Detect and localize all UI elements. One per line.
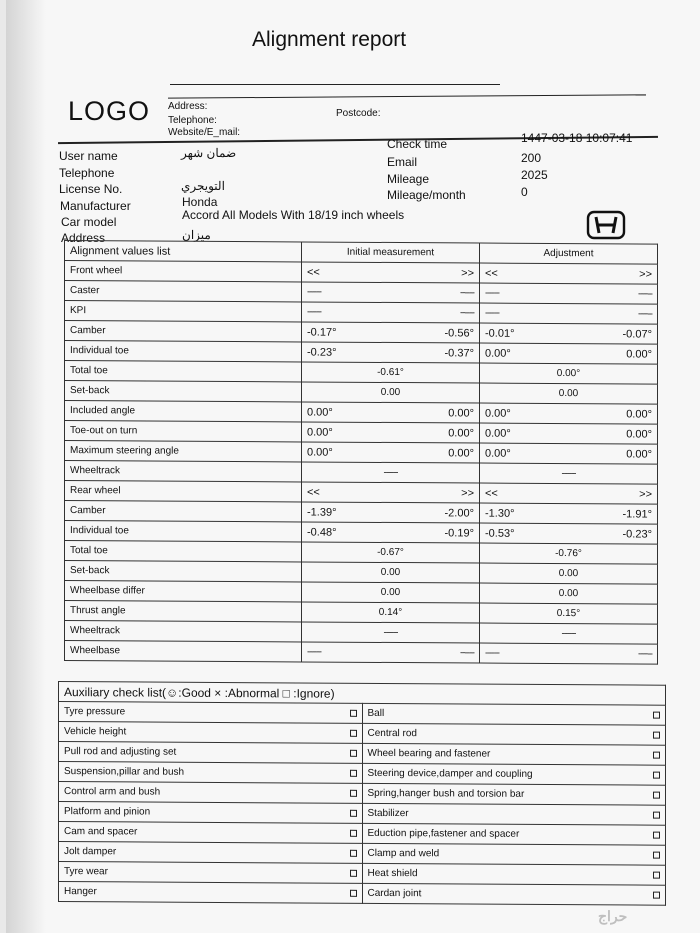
manufacturer-label: Manufacturer xyxy=(60,199,131,213)
adjustment-cell xyxy=(480,483,658,504)
table-row xyxy=(65,641,658,665)
checkbox-icon[interactable] xyxy=(653,892,660,899)
row-label: Rear wheel xyxy=(65,481,302,502)
website-label: Website/E_mail: xyxy=(168,127,241,138)
left-value: 0.00° xyxy=(485,407,511,420)
aux-item-label: Stabilizer xyxy=(367,807,409,820)
right-value: 0.00° xyxy=(626,447,652,461)
aux-item-label: Jolt damper xyxy=(64,846,117,858)
adjustment-cell xyxy=(480,383,658,404)
honda-logo-icon xyxy=(586,210,626,240)
left-value: << xyxy=(307,265,320,279)
right-value: 0.00° xyxy=(448,426,474,440)
checkbox-icon[interactable] xyxy=(350,790,357,797)
auxiliary-table xyxy=(58,681,666,906)
total-value: 0.15° xyxy=(556,608,581,620)
adjustment-cell xyxy=(480,623,658,644)
adjustment-cell xyxy=(480,603,658,624)
aux-item-label: Spring,hanger bush and torsion bar xyxy=(367,787,525,800)
row-label: Individual toe xyxy=(65,341,302,362)
left-value: << xyxy=(307,485,320,499)
initial-cell xyxy=(302,262,480,283)
row-label: Total toe xyxy=(65,541,302,562)
left-value: -0.48° xyxy=(307,525,337,539)
row-label: Wheelbase xyxy=(65,641,302,662)
total-value: 0.00° xyxy=(556,368,581,380)
aux-cell xyxy=(362,883,666,905)
initial-cell xyxy=(302,442,480,463)
postcode-label: Postcode: xyxy=(336,108,381,119)
manufacturer-value: Honda xyxy=(182,195,218,209)
address-label: Address: xyxy=(168,101,208,112)
row-label: Camber xyxy=(65,501,302,522)
adjustment-cell xyxy=(480,403,658,424)
initial-cell xyxy=(302,422,480,443)
checkbox-icon[interactable] xyxy=(653,752,660,759)
aux-cell xyxy=(59,842,363,864)
checkbox-icon[interactable] xyxy=(350,770,357,777)
total-value: -0.76° xyxy=(555,547,582,560)
right-value: >> xyxy=(639,488,652,501)
initial-cell xyxy=(302,622,480,643)
initial-cell xyxy=(302,522,480,543)
adjustment-cell xyxy=(480,543,658,564)
table-body xyxy=(65,261,658,665)
initial-cell xyxy=(302,602,480,623)
aux-cell xyxy=(362,823,666,845)
aux-cell xyxy=(362,763,666,785)
row-label: Toe-out on turn xyxy=(65,421,302,442)
right-value: -0.19° xyxy=(444,526,474,540)
checkbox-icon[interactable] xyxy=(653,812,660,819)
right-value: ------ xyxy=(638,288,652,300)
initial-cell xyxy=(302,482,480,503)
initial-cell xyxy=(302,302,480,323)
mileage-month-value: 0 xyxy=(521,185,528,199)
initial-cell xyxy=(302,282,480,303)
right-value: ------ xyxy=(460,647,474,659)
checkbox-icon[interactable] xyxy=(350,750,357,757)
aux-item-label: Eduction pipe,fastener and spacer xyxy=(367,827,520,840)
adjustment-cell xyxy=(480,283,658,304)
telephone-info-label: Telephone xyxy=(59,166,115,180)
aux-cell xyxy=(362,803,666,825)
right-value: -0.23° xyxy=(622,527,652,541)
left-value: -0.01° xyxy=(485,327,515,340)
checkbox-icon[interactable] xyxy=(653,852,660,859)
initial-cell xyxy=(302,402,480,423)
row-label: Set-back xyxy=(65,561,302,582)
logo-placeholder: LOGO xyxy=(68,96,151,126)
adjustment-cell xyxy=(480,343,658,364)
row-label: Total toe xyxy=(65,361,302,382)
adjustment-cell xyxy=(480,363,658,384)
aux-item-label: Cardan joint xyxy=(367,887,422,900)
total-value: 0.00 xyxy=(380,386,401,399)
right-value: -1.91° xyxy=(622,507,652,521)
email-value: 200 xyxy=(521,151,542,165)
initial-cell xyxy=(302,382,480,403)
left-value: 0.00° xyxy=(307,445,333,459)
total-value: 0.14° xyxy=(378,606,403,619)
aux-item-label: Heat shield xyxy=(367,867,418,880)
right-value: 0.00° xyxy=(448,406,474,420)
telephone-label: Telephone: xyxy=(168,115,217,126)
check-time-value: 1447-03-18 10:07:41 xyxy=(521,131,633,145)
initial-cell xyxy=(302,322,480,343)
aux-cell xyxy=(362,703,666,725)
aux-cell xyxy=(362,843,666,865)
right-value: -0.07° xyxy=(622,327,652,341)
checkbox-icon[interactable] xyxy=(653,792,660,799)
aux-item-label: Steering device,damper and coupling xyxy=(367,767,533,780)
left-value: ------ xyxy=(307,286,321,298)
row-label: Included angle xyxy=(65,401,302,422)
initial-cell xyxy=(302,502,480,523)
initial-cell xyxy=(302,582,480,603)
left-value: ------ xyxy=(307,646,321,658)
right-value: -0.37° xyxy=(444,346,474,360)
check-time-label: Check time xyxy=(387,137,448,151)
aux-row xyxy=(59,882,666,906)
aux-cell xyxy=(59,742,363,764)
total-value: -0.61° xyxy=(377,366,404,379)
right-value: -0.56° xyxy=(444,326,474,340)
report-sheet xyxy=(6,0,700,933)
aux-cell xyxy=(59,822,363,844)
checkbox-icon[interactable] xyxy=(653,832,660,839)
checkbox-icon[interactable] xyxy=(350,710,357,717)
header-initial: Initial measurement xyxy=(302,242,480,263)
checkbox-icon[interactable] xyxy=(350,850,357,857)
row-label: Wheeltrack xyxy=(65,621,302,642)
aux-cell xyxy=(59,782,363,804)
right-value: ------ xyxy=(638,308,652,320)
car-model-label: Car model xyxy=(61,215,117,229)
auxiliary-title: Auxiliary check list(☺:Good × :Abnormal □ :Ignore) xyxy=(59,682,666,706)
row-label: Maximum steering angle xyxy=(65,441,302,462)
watermark: حراج xyxy=(598,908,628,924)
checkbox-icon[interactable] xyxy=(350,810,357,817)
adjustment-cell xyxy=(480,583,658,604)
aux-cell xyxy=(59,862,363,884)
header-values-list: Alignment values list xyxy=(65,241,302,262)
total-value: ------ xyxy=(561,468,576,480)
mileage-value: 2025 xyxy=(521,168,548,182)
contact-top-rule xyxy=(168,94,646,98)
car-model-value: Accord All Models With 18/19 inch wheels xyxy=(182,208,405,222)
row-label: Set-back xyxy=(65,381,302,402)
adjustment-cell xyxy=(480,423,658,444)
adjustment-cell xyxy=(480,463,658,484)
address-info-label: Address xyxy=(61,231,106,245)
total-value: ------ xyxy=(383,466,398,479)
aux-item-label: Cam and spacer xyxy=(64,826,138,838)
left-value: ------ xyxy=(307,306,321,318)
adjustment-cell xyxy=(480,263,658,284)
total-value: ------ xyxy=(383,626,398,639)
left-value: -1.30° xyxy=(485,507,515,520)
right-value: >> xyxy=(639,268,652,281)
left-value: -1.39° xyxy=(307,505,337,519)
checkbox-icon[interactable] xyxy=(350,870,357,877)
row-label: Camber xyxy=(65,321,302,342)
left-value: -0.17° xyxy=(307,325,337,339)
adjustment-cell xyxy=(480,323,658,344)
total-value: 0.00 xyxy=(380,566,401,579)
left-value: -0.23° xyxy=(307,345,337,359)
right-value: 0.00° xyxy=(626,427,652,441)
aux-cell xyxy=(59,882,363,904)
right-value: >> xyxy=(461,266,474,280)
initial-cell xyxy=(302,562,480,583)
left-value: 0.00° xyxy=(485,427,511,440)
adjustment-cell xyxy=(480,503,658,524)
mileage-month-label: Mileage/month xyxy=(387,188,466,202)
title-underline xyxy=(170,84,500,85)
checkbox-icon[interactable] xyxy=(653,712,660,719)
left-value: 0.00° xyxy=(307,425,333,439)
left-value: << xyxy=(485,267,498,280)
alignment-table xyxy=(64,240,658,665)
row-label: Caster xyxy=(65,281,302,302)
report-title: Alignment report xyxy=(252,28,407,51)
right-value: 0.00° xyxy=(626,347,652,361)
page-shadow xyxy=(6,0,46,933)
aux-cell xyxy=(362,723,666,745)
checkbox-icon[interactable] xyxy=(653,772,660,779)
aux-cell xyxy=(59,702,363,724)
checkbox-icon[interactable] xyxy=(653,872,660,879)
aux-item-label: Hanger xyxy=(64,886,97,898)
right-value: -2.00° xyxy=(444,506,474,520)
total-value: 0.00 xyxy=(380,586,401,599)
adjustment-cell xyxy=(480,303,658,324)
left-value: ------ xyxy=(485,287,499,299)
adjustment-cell xyxy=(480,563,658,584)
aux-cell xyxy=(362,783,666,805)
aux-item-label: Central rod xyxy=(367,727,417,740)
license-label: License No. xyxy=(59,182,123,196)
total-value: ------ xyxy=(561,628,576,640)
auxiliary-body xyxy=(59,702,666,906)
initial-cell xyxy=(302,462,480,483)
right-value: >> xyxy=(461,486,474,500)
aux-item-label: Tyre wear xyxy=(64,866,108,878)
aux-item-label: Ball xyxy=(367,707,385,719)
aux-cell xyxy=(59,762,363,784)
checkbox-icon[interactable] xyxy=(350,730,357,737)
aux-item-label: Vehicle height xyxy=(64,726,127,738)
total-value: -0.67° xyxy=(377,546,404,559)
checkbox-icon[interactable] xyxy=(350,830,357,837)
checkbox-icon[interactable] xyxy=(653,732,660,739)
total-value: 0.00 xyxy=(558,568,579,580)
row-label: KPI xyxy=(65,301,302,322)
user-name-label: User name xyxy=(59,149,118,163)
left-value: << xyxy=(485,487,498,500)
left-value: -0.53° xyxy=(485,527,515,540)
total-value: 0.00 xyxy=(558,388,579,400)
aux-item-label: Pull rod and adjusting set xyxy=(64,746,177,758)
initial-cell xyxy=(302,362,480,383)
aux-cell xyxy=(362,743,666,765)
left-value: 0.00° xyxy=(485,447,511,460)
address-info-value: ميزان xyxy=(182,228,211,242)
mileage-label: Mileage xyxy=(387,172,430,186)
aux-item-label: Control arm and bush xyxy=(64,786,161,798)
row-label: Wheelbase differ xyxy=(65,581,302,602)
right-value: 0.00° xyxy=(626,407,652,421)
right-value: ------ xyxy=(460,307,474,319)
email-label: Email xyxy=(387,155,418,169)
aux-cell xyxy=(362,863,666,885)
left-value: 0.00° xyxy=(307,405,333,419)
aux-item-label: Suspension,pillar and bush xyxy=(64,766,185,778)
aux-cell xyxy=(59,722,363,744)
aux-cell xyxy=(59,802,363,824)
checkbox-icon[interactable] xyxy=(350,890,357,897)
initial-cell xyxy=(302,642,480,663)
license-value: التويجري xyxy=(181,179,225,193)
left-value: ------ xyxy=(485,647,499,659)
aux-item-label: Platform and pinion xyxy=(64,806,151,818)
adjustment-cell xyxy=(480,443,658,464)
aux-item-label: Tyre pressure xyxy=(64,706,126,718)
initial-cell xyxy=(302,542,480,563)
adjustment-cell xyxy=(480,523,658,544)
total-value: 0.00 xyxy=(558,588,579,600)
aux-item-label: Clamp and weld xyxy=(367,847,440,860)
left-value: ------ xyxy=(485,307,499,319)
row-label: Front wheel xyxy=(65,261,302,282)
row-label: Wheeltrack xyxy=(65,461,302,482)
right-value: ------ xyxy=(460,287,474,299)
initial-cell xyxy=(302,342,480,363)
row-label: Thrust angle xyxy=(65,601,302,622)
header-adjustment: Adjustment xyxy=(480,243,658,264)
right-value: ------ xyxy=(638,648,652,660)
adjustment-cell xyxy=(480,643,658,664)
row-label: Individual toe xyxy=(65,521,302,542)
aux-item-label: Wheel bearing and fastener xyxy=(367,747,491,760)
left-value: 0.00° xyxy=(485,347,511,360)
right-value: 0.00° xyxy=(448,446,474,460)
user-name-value: ضمان شهر xyxy=(181,146,237,160)
